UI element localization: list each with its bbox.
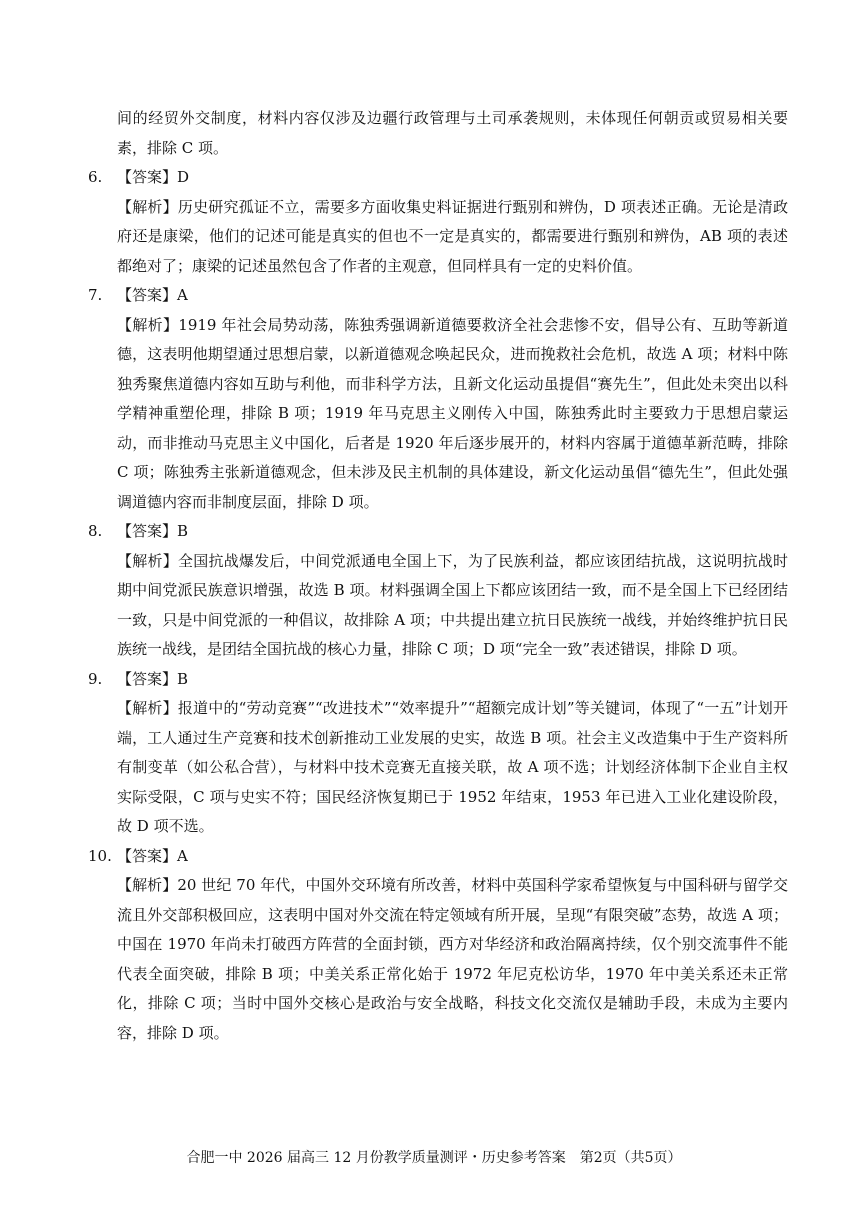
analysis-paragraph: 【解析】全国抗战爆发后，中间党派通电全国上下，为了民族利益，都应该团结抗战，这说明抗战时期中间党派民族意识增强，故选 B 项。材料强调全国上下都应该团结一致，而不是全国上下已经团结一致，只是中间党派的一种倡议，故排除 A 项；中共提出建立抗日民族统一战线，并始终维护抗日民族统一战线，是团结全国抗战的核心力量，排除 C 项；D 项“完全一致”表述错误，排除 D 项。 <box>117 551 788 658</box>
continuation-paragraph: 间的经贸外交制度，材料内容仅涉及边疆行政管理与土司承袭规则，未体现任何朝贡或贸易相关要素，排除 C 项。 <box>117 109 788 157</box>
answer-line <box>88 281 788 311</box>
analysis-paragraph: 【解析】1919 年社会局势动荡，陈独秀强调新道德要救济全社会悲惨不安，倡导公有、互助等新道德，这表明他期望通过思想启蒙，以新道德观念唤起民众，进而挽救社会危机，故选 A 项；材料中陈独秀聚焦道德内容如互助与利他，而非科学方法，且新文化运动虽提倡“赛先生”，但此处未突出以科学精神重塑伦理，排除 B 项；1919 年马克思主义刚传入中国，陈独秀此时主要致力于思想启蒙运动，而非推动马克思主义中国化，后者是 1920 年后逐步展开的，材料内容属于道德革新范畴，排除 C 项；陈独秀主张新道德观念，但未涉及民主机制的具体建设，新文化运动虽倡“德先生”，但此处强调道德内容而非制度层面，排除 D 项。 <box>117 315 788 511</box>
analysis-paragraph: 【解析】历史研究孤证不立，需要多方面收集史料证据进行甄别和辨伪，D 项表述正确。无论是清政府还是康梁，他们的记述可能是真实的但也不一定是真实的，都需要进行甄别和辨伪，AB 项的表述都绝对了；康梁的记述虽然包含了作者的主观意，但同样具有一定的史料价值。 <box>117 197 788 275</box>
question-item-10 <box>88 842 788 1049</box>
question-number: 9. <box>88 669 103 688</box>
answer-line <box>88 517 788 547</box>
analysis-paragraph: 【解析】20 世纪 70 年代，中国外交环境有所改善，材料中英国科学家希望恢复与中国科研与留学交流且外交部积极回应，这表明中国对外交流在特定领域有所开展，呈现“有限突破”态势，故选 A 项；中国在 1970 年尚未打破西方阵营的全面封锁，西方对华经济和政治隔离持续，仅个别交流事件不能代表全面突破，排除 B 项；中美关系正常化始于 1972 年尼克松访华，1970 年中美关系还未正常化，排除 C 项；当时中国外交核心是政治与安全战略，科技文化交流仅是辅助手段，未成为主要内容，排除 D 项。 <box>117 876 788 1042</box>
question-number: 7. <box>88 286 103 304</box>
answer-label: 【答案】B <box>117 522 189 540</box>
question-item-9 <box>88 665 788 842</box>
question-number: 10. <box>88 846 112 865</box>
analysis-paragraph: 【解析】报道中的“劳动竞赛”“改进技术”“效率提升”“超额完成计划”等关键词，体现了“一五”计划开端，工人通过生产竞赛和技术创新推动工业发展的史实，故选 B 项。社会主义改造集中于生产资料所有制变革（如公私合营），与材料中技术竞赛无直接关联，故 A 项不选；计划经济体制下企业自主权实际受限，C 项与史实不符；国民经济恢复期已于 1952 年结束，1953 年已进入工业化建设阶段，故 D 项不选。 <box>117 699 788 835</box>
answer-label: 【答案】A <box>117 846 188 865</box>
question-number: 6. <box>88 168 103 186</box>
answer-label: 【答案】B <box>117 669 189 688</box>
answer-line <box>88 842 788 872</box>
page-footer: 合肥一中 2026 届高三 12 月份教学质量测评・历史参考答案 第2页（共5页） <box>186 1150 682 1166</box>
answer-label: 【答案】D <box>117 168 190 186</box>
question-item-6 <box>88 163 788 281</box>
answer-line <box>88 163 788 193</box>
answer-content <box>88 104 788 1048</box>
question-number: 8. <box>88 522 103 540</box>
answer-label: 【答案】A <box>117 286 188 304</box>
question-item-8 <box>88 517 788 665</box>
question-item-7 <box>88 281 788 517</box>
answer-line <box>88 665 788 695</box>
